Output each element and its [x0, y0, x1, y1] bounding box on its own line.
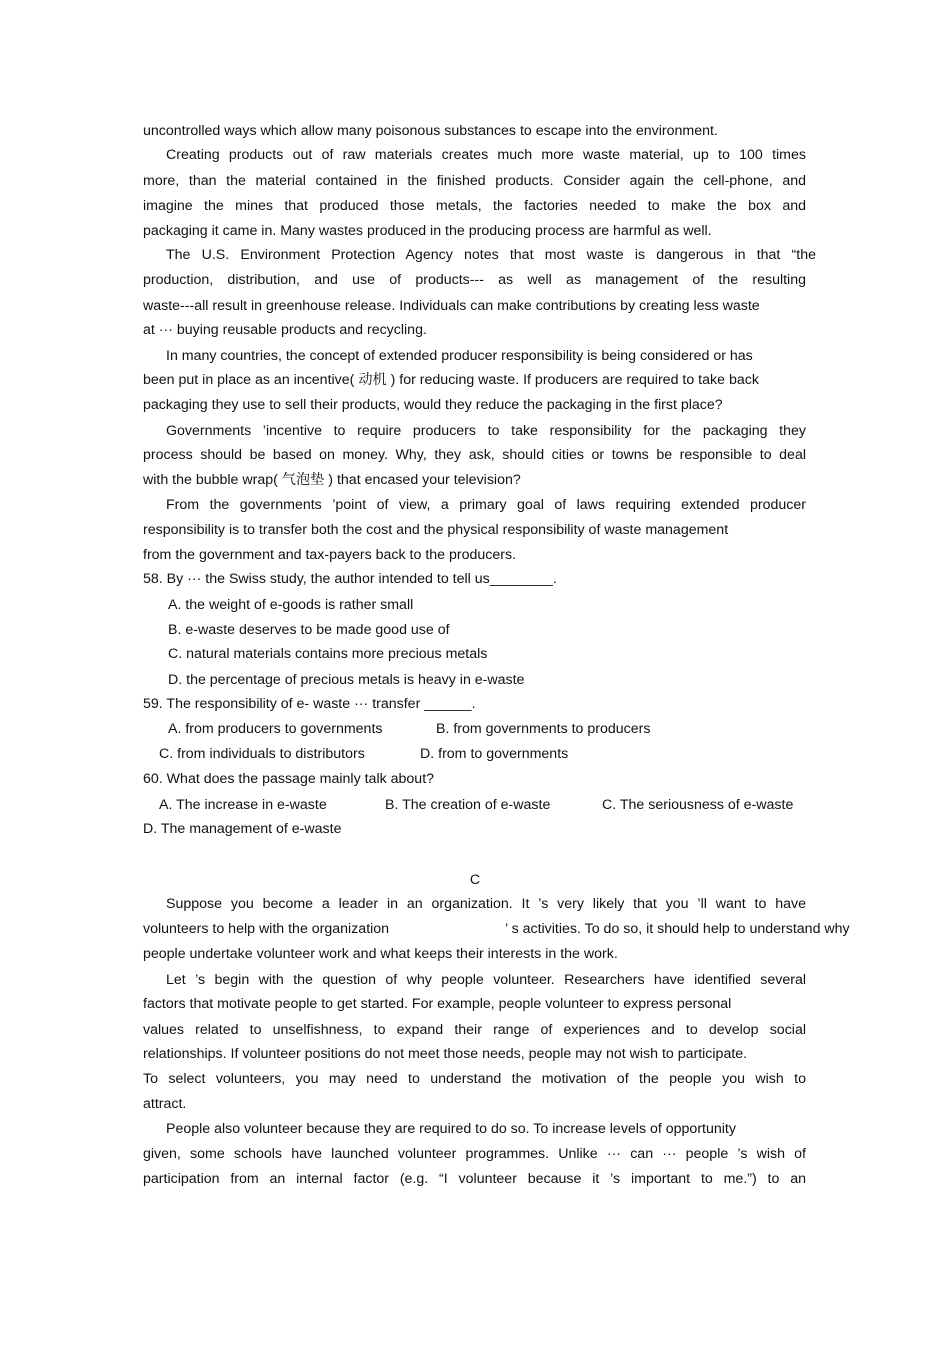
paragraph-line: waste---all result in greenhouse release. Individuals can make contributions by creating less waste [143, 298, 760, 314]
question-60-option-a: A. The increase in e-waste [159, 797, 327, 813]
paragraph-line: factors that motivate people to get started. For example, people volunteer to express personal [143, 996, 732, 1012]
section-heading: C [469, 872, 481, 888]
paragraph-line: In many countries, the concept of extended producer responsibility is being considered or has [166, 348, 753, 364]
paragraph-line: The U.S. Environment Protection Agency notes that most waste is dangerous in that “the [166, 247, 816, 263]
paragraph-line: packaging it came in. Many wastes produced in the producing process are harmful as well. [143, 223, 712, 239]
question-59-option-c: C. from individuals to distributors [159, 746, 365, 762]
question-59-stem: 59. The responsibility of e- waste ··· transfer ______. [143, 696, 476, 712]
paragraph-line: more, than the material contained in the finished products. Consider again the cell-phone, and [143, 173, 806, 189]
paragraph-line: production, distribution, and use of products--- as well as management of the resulting [143, 272, 806, 288]
question-60-option-c: C. The seriousness of e-waste [602, 797, 794, 813]
question-60-stem: 60. What does the passage mainly talk about? [143, 771, 435, 787]
paragraph-line: values related to unselfishness, to expand their range of experiences and to develop social [143, 1022, 806, 1038]
paragraph-line: process should be based on money. Why, they ask, should cities or towns be responsible to deal [143, 447, 806, 463]
question-58-option-d: D. the percentage of precious metals is heavy in e-waste [168, 672, 525, 688]
paragraph-line: Suppose you become a leader in an organization. It ’s very likely that you ’ll want to have [166, 896, 806, 912]
paragraph-line: imagine the mines that produced those metals, the factories needed to make the box and [143, 198, 806, 214]
paragraph-line: Governments ’incentive to require producers to take responsibility for the packaging they [166, 423, 806, 439]
paragraph-line: with the bubble wrap( 气泡垫 ) that encased your television? [143, 472, 521, 488]
question-60-option-b: B. The creation of e-waste [385, 797, 551, 813]
question-59-option-d: D. from to governments [420, 746, 569, 762]
question-59-option-b: B. from governments to producers [436, 721, 651, 737]
paragraph-line: people undertake volunteer work and what keeps their interests in the work. [143, 946, 618, 962]
paragraph-fragment: ’ s activities. To do so, it should help to understand why [505, 921, 850, 937]
paragraph-line: responsibility is to transfer both the cost and the physical responsibility of waste management [143, 522, 729, 538]
paragraph-line: given, some schools have launched volunteer programmes. Unlike ··· can ··· people ’s wish of [143, 1146, 806, 1162]
paragraph-line: Let ’s begin with the question of why people volunteer. Researchers have identified several [166, 972, 806, 988]
question-60-option-d: D. The management of e-waste [143, 821, 342, 837]
paragraph-line: from the government and tax-payers back to the producers. [143, 547, 517, 563]
question-59-option-a: A. from producers to governments [168, 721, 383, 737]
paragraph-fragment: volunteers to help with the organization [143, 921, 390, 937]
paragraph-line: been put in place as an incentive( 动机 ) for reducing waste. If producers are required to take back [143, 372, 759, 388]
paragraph-line: participation from an internal factor (e.g. “I volunteer because it ’s important to me.”) to an [143, 1171, 806, 1187]
paragraph-line: attract. [143, 1096, 187, 1112]
question-58-option-c: C. natural materials contains more precious metals [168, 646, 488, 662]
paragraph-line: at ··· buying reusable products and recycling. [143, 322, 427, 338]
paragraph-line: To select volunteers, you may need to understand the motivation of the people you wish to [143, 1071, 806, 1087]
paragraph-line: People also volunteer because they are required to do so. To increase levels of opportunity [166, 1121, 736, 1137]
question-58-option-a: A. the weight of e-goods is rather small [168, 597, 414, 613]
paragraph-line: packaging they use to sell their products, would they reduce the packaging in the first place? [143, 397, 723, 413]
question-58-stem: 58. By ··· the Swiss study, the author intended to tell us________. [143, 571, 557, 587]
paragraph-line: From the governments ’point of view, a primary goal of laws requiring extended producer [166, 497, 806, 513]
paragraph-line: Creating products out of raw materials creates much more waste material, up to 100 times [166, 147, 806, 163]
paragraph-line: uncontrolled ways which allow many poisonous substances to escape into the environment. [143, 123, 718, 139]
paragraph-line: relationships. If volunteer positions do not meet those needs, people may not wish to participate. [143, 1046, 748, 1062]
question-58-option-b: B. e-waste deserves to be made good use of [168, 622, 450, 638]
